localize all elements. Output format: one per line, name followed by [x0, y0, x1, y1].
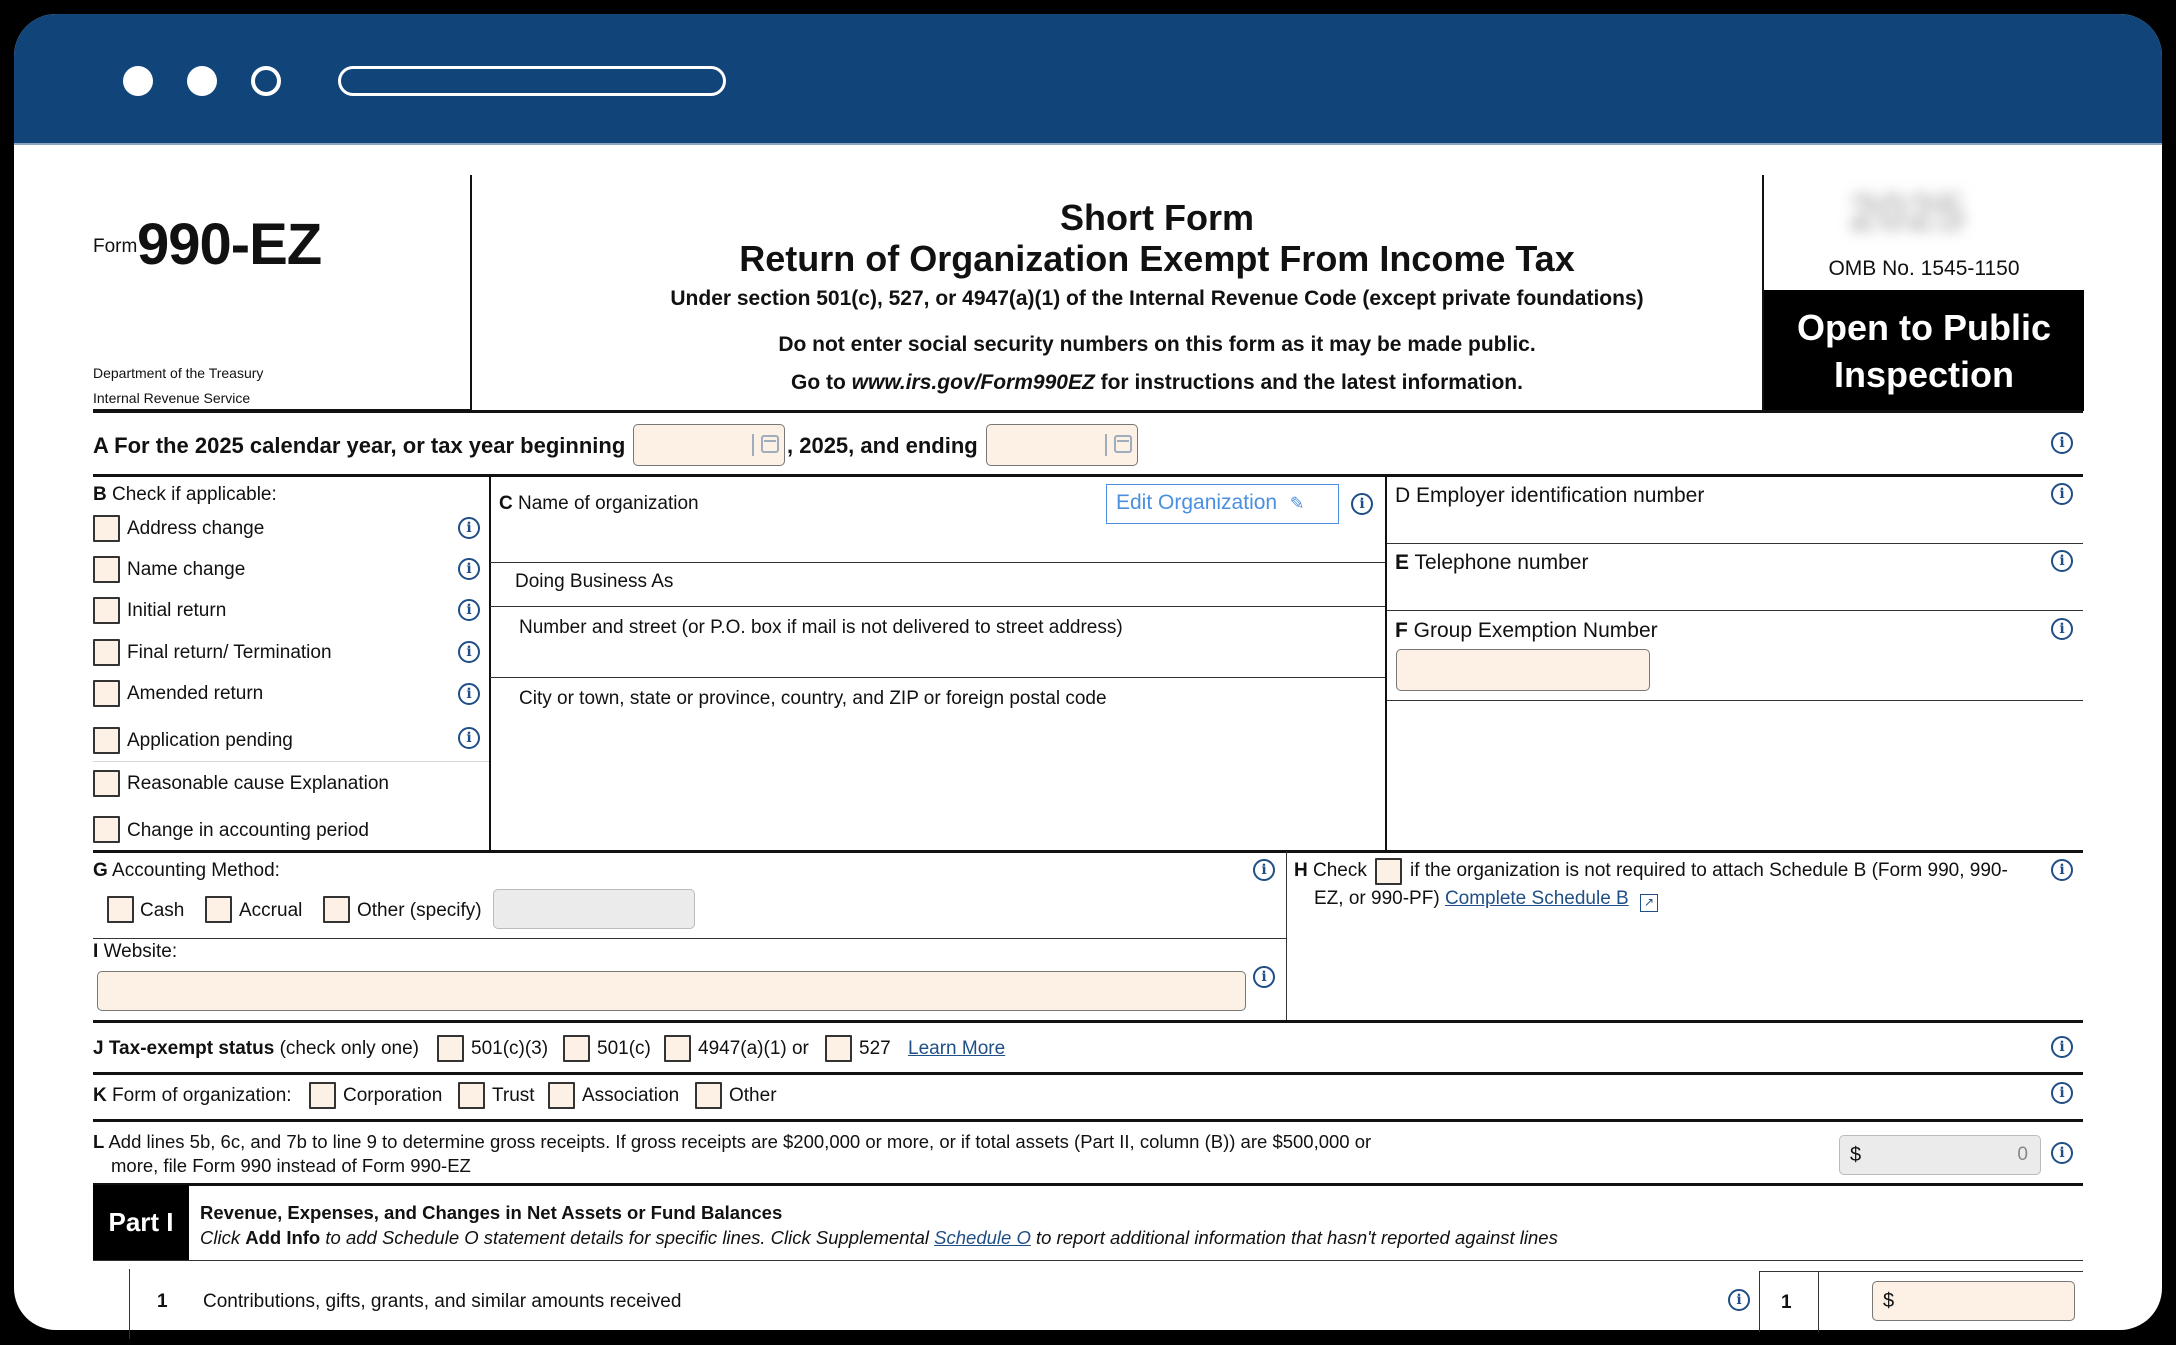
- website-input[interactable]: [97, 971, 1246, 1011]
- final-return-checkbox[interactable]: [93, 639, 120, 666]
- info-icon[interactable]: i: [1253, 966, 1275, 988]
- divider: [93, 410, 2083, 413]
- tax-exempt-status-label: J Tax-exempt status (check only one): [93, 1038, 419, 1059]
- info-icon[interactable]: i: [458, 683, 480, 705]
- title-return: Return of Organization Exempt From Income Tax: [739, 238, 1575, 279]
- association-checkbox[interactable]: [548, 1082, 575, 1109]
- tax-year-blurred: 2025: [1849, 184, 1965, 242]
- divider: [1759, 1271, 2083, 1272]
- divider: [93, 938, 1286, 939]
- pencil-icon: ✏︎: [1284, 490, 1310, 516]
- 527-checkbox[interactable]: [825, 1035, 852, 1062]
- 501c3-label: 501(c)(3): [471, 1038, 549, 1059]
- final-return-label: Final return/ Termination: [127, 642, 332, 663]
- corporation-label: Corporation: [343, 1085, 443, 1106]
- edit-organization-button[interactable]: [1106, 484, 1339, 524]
- info-icon[interactable]: i: [2051, 1142, 2073, 1164]
- 527-label: 527: [859, 1038, 891, 1059]
- divider: [93, 474, 2083, 477]
- window-control-ring-icon[interactable]: [251, 66, 281, 96]
- street-label: Number and street (or P.O. box if mail is not delivered to street address): [519, 617, 1123, 638]
- info-icon[interactable]: i: [458, 727, 480, 749]
- 4947a1-checkbox[interactable]: [664, 1035, 691, 1062]
- application-pending-checkbox[interactable]: [93, 727, 120, 754]
- amended-return-label: Amended return: [127, 683, 264, 704]
- change-accounting-period-label: Change in accounting period: [127, 820, 369, 841]
- section-b-title: B Check if applicable:: [93, 484, 277, 505]
- info-icon[interactable]: i: [2051, 483, 2073, 505]
- change-accounting-period-checkbox[interactable]: [93, 816, 120, 843]
- info-icon[interactable]: i: [458, 558, 480, 580]
- other-method-specify-input[interactable]: [493, 889, 695, 929]
- schedule-o-link[interactable]: Schedule O: [934, 1227, 1031, 1248]
- ssn-notice: Do not enter social security numbers on this form as it may be made public.: [778, 333, 1536, 356]
- cash-checkbox[interactable]: [107, 896, 134, 923]
- divider: [93, 1260, 2083, 1261]
- divider: [93, 1119, 2083, 1122]
- part-i-badge: Part I: [93, 1185, 189, 1260]
- reasonable-cause-checkbox[interactable]: [93, 770, 120, 797]
- line-1-label: Contributions, gifts, grants, and similar amounts received: [203, 1291, 682, 1312]
- gross-receipts-value: 0: [2017, 1144, 2028, 1165]
- application-pending-label: Application pending: [127, 730, 293, 751]
- learn-more-link[interactable]: Learn More: [908, 1038, 1006, 1059]
- trust-label: Trust: [492, 1085, 535, 1106]
- name-change-label: Name change: [127, 559, 246, 580]
- other-org-checkbox[interactable]: [695, 1082, 722, 1109]
- info-icon[interactable]: i: [1728, 1289, 1750, 1311]
- divider: [1286, 851, 1287, 1021]
- divider: [1385, 475, 1387, 851]
- initial-return-checkbox[interactable]: [93, 597, 120, 624]
- title-short-form: Short Form: [1060, 197, 1254, 238]
- form-number: 990-EZ: [137, 212, 322, 277]
- row-a-label: A For the 2025 calendar year, or tax year beginning: [93, 433, 626, 458]
- browser-titlebar: [14, 14, 2162, 145]
- gross-receipts-text-line2: more, file Form 990 instead of Form 990-EZ: [111, 1155, 471, 1176]
- divider: [93, 1020, 2083, 1023]
- group-exemption-label: F Group Exemption Number: [1395, 619, 1658, 642]
- window-control-dot-icon[interactable]: [123, 66, 153, 96]
- line-1-contributions-input[interactable]: [1872, 1281, 2075, 1321]
- calendar-icon[interactable]: [1114, 435, 1132, 453]
- badge-line1: Open to Public: [1796, 307, 2051, 348]
- currency-symbol: $: [1850, 1144, 1862, 1166]
- divider: [489, 475, 491, 851]
- divider: [1759, 1272, 1760, 1332]
- service-label: Internal Revenue Service: [93, 390, 251, 406]
- row-a-middle: , 2025, and ending: [787, 433, 978, 458]
- corporation-checkbox[interactable]: [309, 1082, 336, 1109]
- accrual-checkbox[interactable]: [205, 896, 232, 923]
- external-link-icon[interactable]: ↗: [1640, 894, 1658, 912]
- telephone-label: E Telephone number: [1395, 551, 1589, 574]
- other-method-label: Other (specify): [357, 900, 482, 921]
- tax-year-end-date-input[interactable]: [986, 424, 1138, 466]
- schedule-b-text-line1: if the organization is not required to attach Schedule B (Form 990, 990-: [1410, 860, 2008, 881]
- info-icon[interactable]: i: [458, 517, 480, 539]
- info-icon[interactable]: i: [2051, 550, 2073, 572]
- schedule-b-not-required-checkbox[interactable]: [1375, 858, 1402, 885]
- form-prefix: Form: [93, 236, 138, 257]
- other-org-label: Other: [729, 1085, 777, 1106]
- info-icon[interactable]: i: [2051, 432, 2073, 454]
- department-label: Department of the Treasury: [93, 365, 264, 381]
- 501c-label: 501(c): [597, 1038, 651, 1059]
- name-change-checkbox[interactable]: [93, 556, 120, 583]
- address-change-label: Address change: [127, 518, 265, 539]
- info-icon[interactable]: i: [2051, 859, 2073, 881]
- divider: [1387, 543, 2083, 544]
- goto-suffix: for instructions and the latest information.: [1094, 371, 1523, 394]
- amended-return-checkbox[interactable]: [93, 680, 120, 707]
- info-icon[interactable]: i: [458, 599, 480, 621]
- form-990ez: [79, 161, 2069, 1331]
- other-method-checkbox[interactable]: [323, 896, 350, 923]
- line-1-box-number: 1: [1781, 1292, 1792, 1313]
- 501c3-checkbox[interactable]: [437, 1035, 464, 1062]
- irs-url: www.irs.gov/Form990EZ: [851, 371, 1095, 394]
- part-i-instructions: Click Add Info to add Schedule O statement details for specific lines. Click Supplemental Schedule O to report additional information that hasn't reported against lines: [200, 1227, 1558, 1248]
- 4947a1-label: 4947(a)(1) or: [698, 1038, 809, 1059]
- initial-return-label: Initial return: [127, 600, 227, 621]
- divider: [93, 761, 489, 762]
- info-icon[interactable]: i: [458, 641, 480, 663]
- divider: [93, 1072, 2083, 1075]
- divider: [93, 1183, 2083, 1186]
- 501c-checkbox[interactable]: [563, 1035, 590, 1062]
- tax-year-begin-date-input[interactable]: [633, 424, 785, 466]
- divider: [93, 850, 2083, 853]
- currency-symbol: $: [1883, 1290, 1895, 1312]
- badge-line2: Inspection: [1833, 354, 2015, 395]
- reasonable-cause-label: Reasonable cause Explanation: [127, 773, 389, 794]
- divider: [490, 677, 1385, 678]
- info-icon[interactable]: i: [2051, 1082, 2073, 1104]
- line-1-number: 1: [157, 1291, 168, 1312]
- info-icon[interactable]: i: [2051, 1036, 2073, 1058]
- accrual-label: Accrual: [239, 900, 303, 921]
- org-name-label: C Name of organization: [499, 493, 699, 514]
- gross-receipts-text-line1: L Add lines 5b, 6c, and 7b to line 9 to determine gross receipts. If gross receipts are $200,000 or more, or if total assets (Part II, column (B)) are $500,000 or: [93, 1131, 1372, 1152]
- divider: [1387, 700, 2083, 701]
- city-label: City or town, state or province, country, and ZIP or foreign postal code: [519, 688, 1107, 709]
- divider: [490, 562, 1385, 563]
- website-label: I Website:: [93, 941, 178, 962]
- trust-checkbox[interactable]: [458, 1082, 485, 1109]
- schedule-b-label: H Check: [1294, 860, 1367, 881]
- info-icon[interactable]: i: [1253, 859, 1275, 881]
- gross-receipts-amount-field: [1839, 1135, 2041, 1175]
- complete-schedule-b-link[interactable]: Complete Schedule B: [1444, 888, 1629, 909]
- separator: [752, 434, 754, 456]
- edit-organization-label: Edit Organization: [1116, 491, 1278, 514]
- info-icon[interactable]: i: [1351, 493, 1373, 515]
- info-icon[interactable]: i: [2051, 618, 2073, 640]
- calendar-icon[interactable]: [761, 435, 779, 453]
- cash-label: Cash: [140, 900, 185, 921]
- divider: [129, 1269, 130, 1339]
- association-label: Association: [582, 1085, 680, 1106]
- part-i-title: Revenue, Expenses, and Changes in Net Assets or Fund Balances: [200, 1202, 783, 1223]
- subtitle: Under section 501(c), 527, or 4947(a)(1) of the Internal Revenue Code (except private foundations): [670, 287, 1644, 310]
- address-change-checkbox[interactable]: [93, 515, 120, 542]
- omb-number: OMB No. 1545-1150: [1828, 257, 2020, 280]
- schedule-b-text-line2: EZ, or 990-PF) Complete Schedule B ↗: [1314, 888, 1658, 912]
- instructions-link-text: [472, 371, 1842, 395]
- form-of-organization-label: K Form of organization:: [93, 1085, 292, 1106]
- divider: [1387, 610, 2083, 611]
- open-to-public-inspection-badge: [1764, 290, 2084, 411]
- divider: [1818, 1272, 1819, 1332]
- ein-label: D Employer identification number: [1395, 484, 1705, 507]
- goto-prefix: Go to: [791, 371, 852, 394]
- window-control-dot-icon[interactable]: [187, 66, 217, 96]
- divider: [490, 606, 1385, 607]
- group-exemption-number-input[interactable]: [1396, 649, 1650, 691]
- separator: [1105, 434, 1107, 456]
- dba-label: Doing Business As: [515, 571, 674, 592]
- accounting-method-label: G Accounting Method:: [93, 860, 280, 881]
- address-bar[interactable]: [338, 66, 726, 96]
